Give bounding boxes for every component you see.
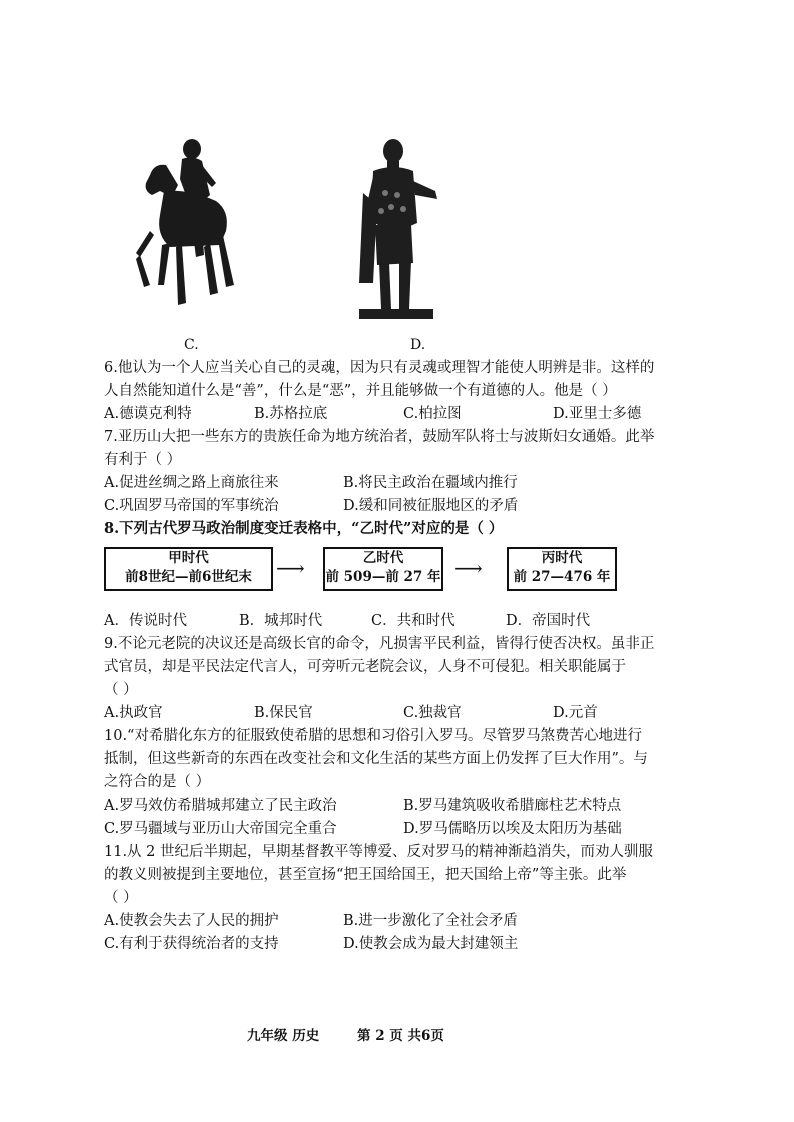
q8-box-bing: [507, 547, 617, 591]
q10-option-c: C.罗马疆域与亚历山大帝国完全重合: [104, 821, 337, 837]
q8-option-c: C．共和时代: [371, 613, 455, 629]
q9-option-d: D.元首: [553, 705, 598, 721]
q9-option-a: A.执政官: [104, 705, 163, 721]
q9-line3: （ ）: [104, 682, 138, 698]
footer-subject: 九年级 历史: [247, 1028, 320, 1044]
q10-option-d: D.罗马儒略历以埃及太阳历为基础: [403, 821, 622, 837]
equestrian-statue-figure: [130, 135, 240, 315]
q8-arrow-1: ⟶: [276, 556, 305, 580]
q9-option-b: B.保民官: [254, 705, 313, 721]
roman-statue-figure: [355, 133, 445, 323]
q8-box-jia-title: 甲时代: [168, 550, 209, 566]
q7-option-b: B.将民主政治在疆域内推行: [343, 475, 518, 491]
q10-line1: 10.“对希腊化东方的征服致使希腊的思想和习俗引入罗马。尽管罗马煞费苦心地进行: [104, 728, 642, 744]
q7-line1: 7.亚历山大把一些东方的贵族任命为地方统治者，鼓励军队将士与波斯妇女通婚。此举: [104, 429, 655, 445]
q10-line2: 抵制，但这些新奇的东西在改变社会和文化生活的某些方面上仍发挥了巨大作用”。与: [104, 751, 648, 767]
q11-option-b: B.进一步激化了全社会矛盾: [343, 913, 518, 929]
q11-option-c: C.有利于获得统治者的支持: [104, 936, 279, 952]
q8-box-jia-period: 前8世纪—前6世纪末: [125, 569, 252, 585]
q8-option-a: A．传说时代: [104, 613, 187, 629]
q6-line2: 人自然能知道什么是“善”，什么是“恶”，并且能够做一个有道德的人。他是（ ）: [104, 383, 617, 399]
q6-option-c: C.柏拉图: [403, 406, 462, 422]
q7-line2: 有利于（ ）: [104, 452, 182, 468]
q10-option-b: B.罗马建筑吸收希腊廊柱艺术特点: [403, 798, 622, 814]
footer-page-number: 第 2 页 共6页: [357, 1028, 444, 1044]
q8-line1: 8.下列古代罗马政治制度变迁表格中，“乙时代”对应的是（ ）: [104, 520, 504, 537]
q8-arrow-2: ⟶: [454, 556, 483, 580]
q10-line3: 之符合的是（ ）: [104, 774, 211, 790]
q8-box-bing-title: 丙时代: [541, 550, 583, 566]
q6-line1: 6.他认为一个人应当关心自己的灵魂，因为只有灵魂或理智才能使人明辨是非。这样的: [104, 360, 655, 376]
q10-option-a: A.罗马效仿希腊城邦建立了民主政治: [104, 798, 337, 814]
q6-option-b: B.苏格拉底: [254, 406, 328, 422]
q8-option-d: D．帝国时代: [506, 613, 591, 629]
q9-line2: 式官员，却是平民法定代言人，可旁听元老院会议，人身不可侵犯。相关职能属于: [104, 659, 626, 675]
q8-box-jia: [104, 547, 273, 591]
q8-box-yi-period: 前 509—前 27 年: [325, 569, 441, 585]
q7-option-a: A.促进丝绸之路上商旅往来: [104, 475, 279, 491]
q11-option-a: A.使教会失去了人民的拥护: [104, 913, 279, 929]
q11-line2: 的教义则被提到主要地位，甚至宣扬“把王国给国王，把天国给上帝”等主张。此举: [104, 867, 627, 883]
q9-option-c: C.独裁官: [403, 705, 462, 721]
figure-d-label: D.: [410, 337, 426, 353]
q8-box-yi-title: 乙时代: [362, 550, 404, 566]
q11-option-d: D.使教会成为最大封建领主: [343, 936, 519, 952]
q11-line1: 11.从 2 世纪后半期起，早期基督教平等博爱、反对罗马的精神渐趋消失，而劝人驯服: [104, 844, 654, 860]
q9-line1: 9.不论元老院的决议还是高级长官的命令，凡损害平民利益，皆得行使否决权。虽非正: [104, 636, 655, 652]
q7-option-d: D.缓和同被征服地区的矛盾: [343, 498, 519, 514]
figure-c-label: C.: [184, 337, 199, 353]
q11-line3: （ ）: [104, 890, 138, 906]
q8-box-yi: [323, 547, 443, 591]
q6-option-a: A.德谟克利特: [104, 406, 192, 422]
q8-box-bing-period: 前 27—476 年: [513, 569, 611, 585]
q6-option-d: D.亚里士多德: [553, 406, 642, 422]
q7-option-c: C.巩固罗马帝国的军事统治: [104, 498, 279, 514]
q8-option-b: B．城邦时代: [239, 613, 323, 629]
